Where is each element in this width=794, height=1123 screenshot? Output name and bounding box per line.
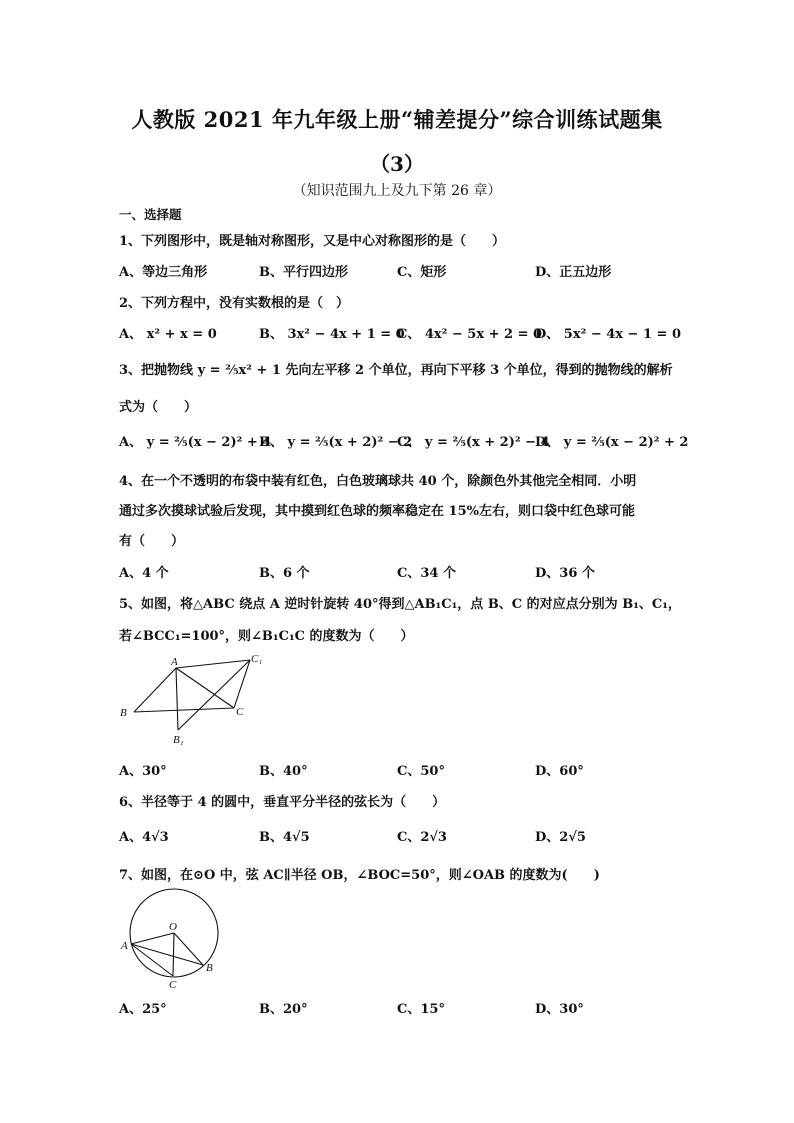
- q4-option-d: D、36 个: [535, 566, 595, 581]
- label-c1: C₁: [251, 653, 263, 665]
- q6-option-d: D、2√5: [535, 830, 586, 845]
- label-b: B: [120, 707, 127, 719]
- label-c: C: [236, 706, 244, 718]
- q5-option-b: B、40°: [259, 764, 308, 779]
- segment-a-b: [134, 668, 176, 712]
- radius-o-a: [131, 933, 174, 944]
- q2-option-a: A、 x² + x = 0: [119, 327, 217, 342]
- label-a: A: [171, 656, 178, 668]
- chord-a-b: [131, 944, 203, 965]
- figure-circle-o: [115, 888, 225, 990]
- segment-a-c: [176, 668, 234, 708]
- q5-option-c: C、50°: [397, 764, 445, 779]
- q3-option-d: D、 y = ⅖(x − 2)² + 2: [535, 435, 689, 450]
- page-title: 人教版 2021 年九年级上册“辅差提分”综合训练试题集: [131, 107, 663, 132]
- q1-option-a: A、等边三角形: [119, 265, 208, 280]
- question-6-stem: 6、半径等于 4 的圆中，垂直平分半径的弦长为（ ）: [119, 795, 446, 810]
- radius-o-c: [173, 933, 174, 976]
- label-o: O: [169, 921, 177, 933]
- label-c: C: [169, 979, 177, 990]
- question-3-stem-line-1: 3、把抛物线 y = ⅖x² + 1 先向左平移 2 个单位，再向下平移 3 个单位，得到的抛物线的解析: [119, 363, 673, 378]
- label-b1: B₁: [173, 734, 184, 746]
- segment-b-c: [134, 708, 234, 712]
- q3-option-c: C、 y = ⅖(x + 2)² − 4: [397, 435, 550, 450]
- q7-option-b: B、20°: [259, 1002, 308, 1017]
- page-subtitle: （3）: [370, 152, 424, 176]
- q2-option-c: C、 4x² − 5x + 2 = 0: [397, 327, 543, 342]
- question-5-stem-line-1: 5、如图，将△ABC 绕点 A 逆时针旋转 40°得到△AB₁C₁，点 B、C 的对应点分别为 B₁、C₁，: [119, 597, 681, 612]
- segment-a-c1: [176, 660, 250, 668]
- q4-option-a: A、4 个: [119, 566, 169, 581]
- q7-option-a: A、25°: [119, 1002, 167, 1017]
- knowledge-scope: （知识范围九上及九下第 26 章）: [292, 183, 502, 199]
- label-a: A: [121, 940, 128, 952]
- q4-option-b: B、6 个: [259, 566, 310, 581]
- q6-option-a: A、4√3: [119, 830, 169, 845]
- question-3-stem-line-2: 式为（ ）: [119, 400, 198, 415]
- q6-option-b: B、4√5: [259, 830, 310, 845]
- section-heading: 一、选择题: [119, 207, 182, 222]
- q2-option-d: D、 5x² − 4x − 1 = 0: [535, 327, 682, 342]
- figure-rotated-triangles: [112, 648, 272, 748]
- question-4-stem-line-3: 有（ ）: [119, 534, 185, 549]
- q5-option-a: A、30°: [119, 764, 167, 779]
- q1-option-c: C、矩形: [397, 265, 447, 280]
- q3-option-a: A、 y = ⅖(x − 2)² + 4: [119, 435, 272, 450]
- q1-option-b: B、平行四边形: [259, 265, 348, 280]
- segment-c1-b1: [178, 660, 250, 730]
- question-4-stem-line-1: 4、在一个不透明的布袋中装有红色，白色玻璃球共 40 个，除颜色外其他完全相同．小明: [119, 474, 637, 489]
- question-1-stem: 1、下列图形中，既是轴对称图形，又是中心对称图形的是（ ）: [119, 234, 506, 249]
- label-b: B: [206, 962, 213, 974]
- question-4-stem-line-2: 通过多次摸球试验后发现，其中摸到红色球的频率稳定在 15%左右，则口袋中红色球可能: [119, 504, 635, 519]
- q3-option-b: B、 y = ⅖(x + 2)² − 2: [259, 435, 413, 450]
- q1-option-d: D、正五边形: [535, 265, 612, 280]
- segment-a-b1: [176, 668, 178, 730]
- q4-option-c: C、34 个: [397, 566, 456, 581]
- q2-option-b: B、 3x² − 4x + 1 = 0: [259, 327, 405, 342]
- question-5-stem-line-2: 若∠BCC₁=100°，则∠B₁C₁C 的度数为（ ）: [119, 629, 414, 644]
- q7-option-d: D、30°: [535, 1002, 584, 1017]
- question-2-stem: 2、下列方程中，没有实数根的是（ ）: [119, 296, 350, 311]
- q6-option-c: C、2√3: [397, 830, 447, 845]
- q5-option-d: D、60°: [535, 764, 584, 779]
- question-7-stem: 7、如图，在⊙O 中，弦 AC∥半径 OB，∠BOC=50°，则∠OAB 的度数为( ): [119, 868, 600, 883]
- q7-option-c: C、15°: [397, 1002, 445, 1017]
